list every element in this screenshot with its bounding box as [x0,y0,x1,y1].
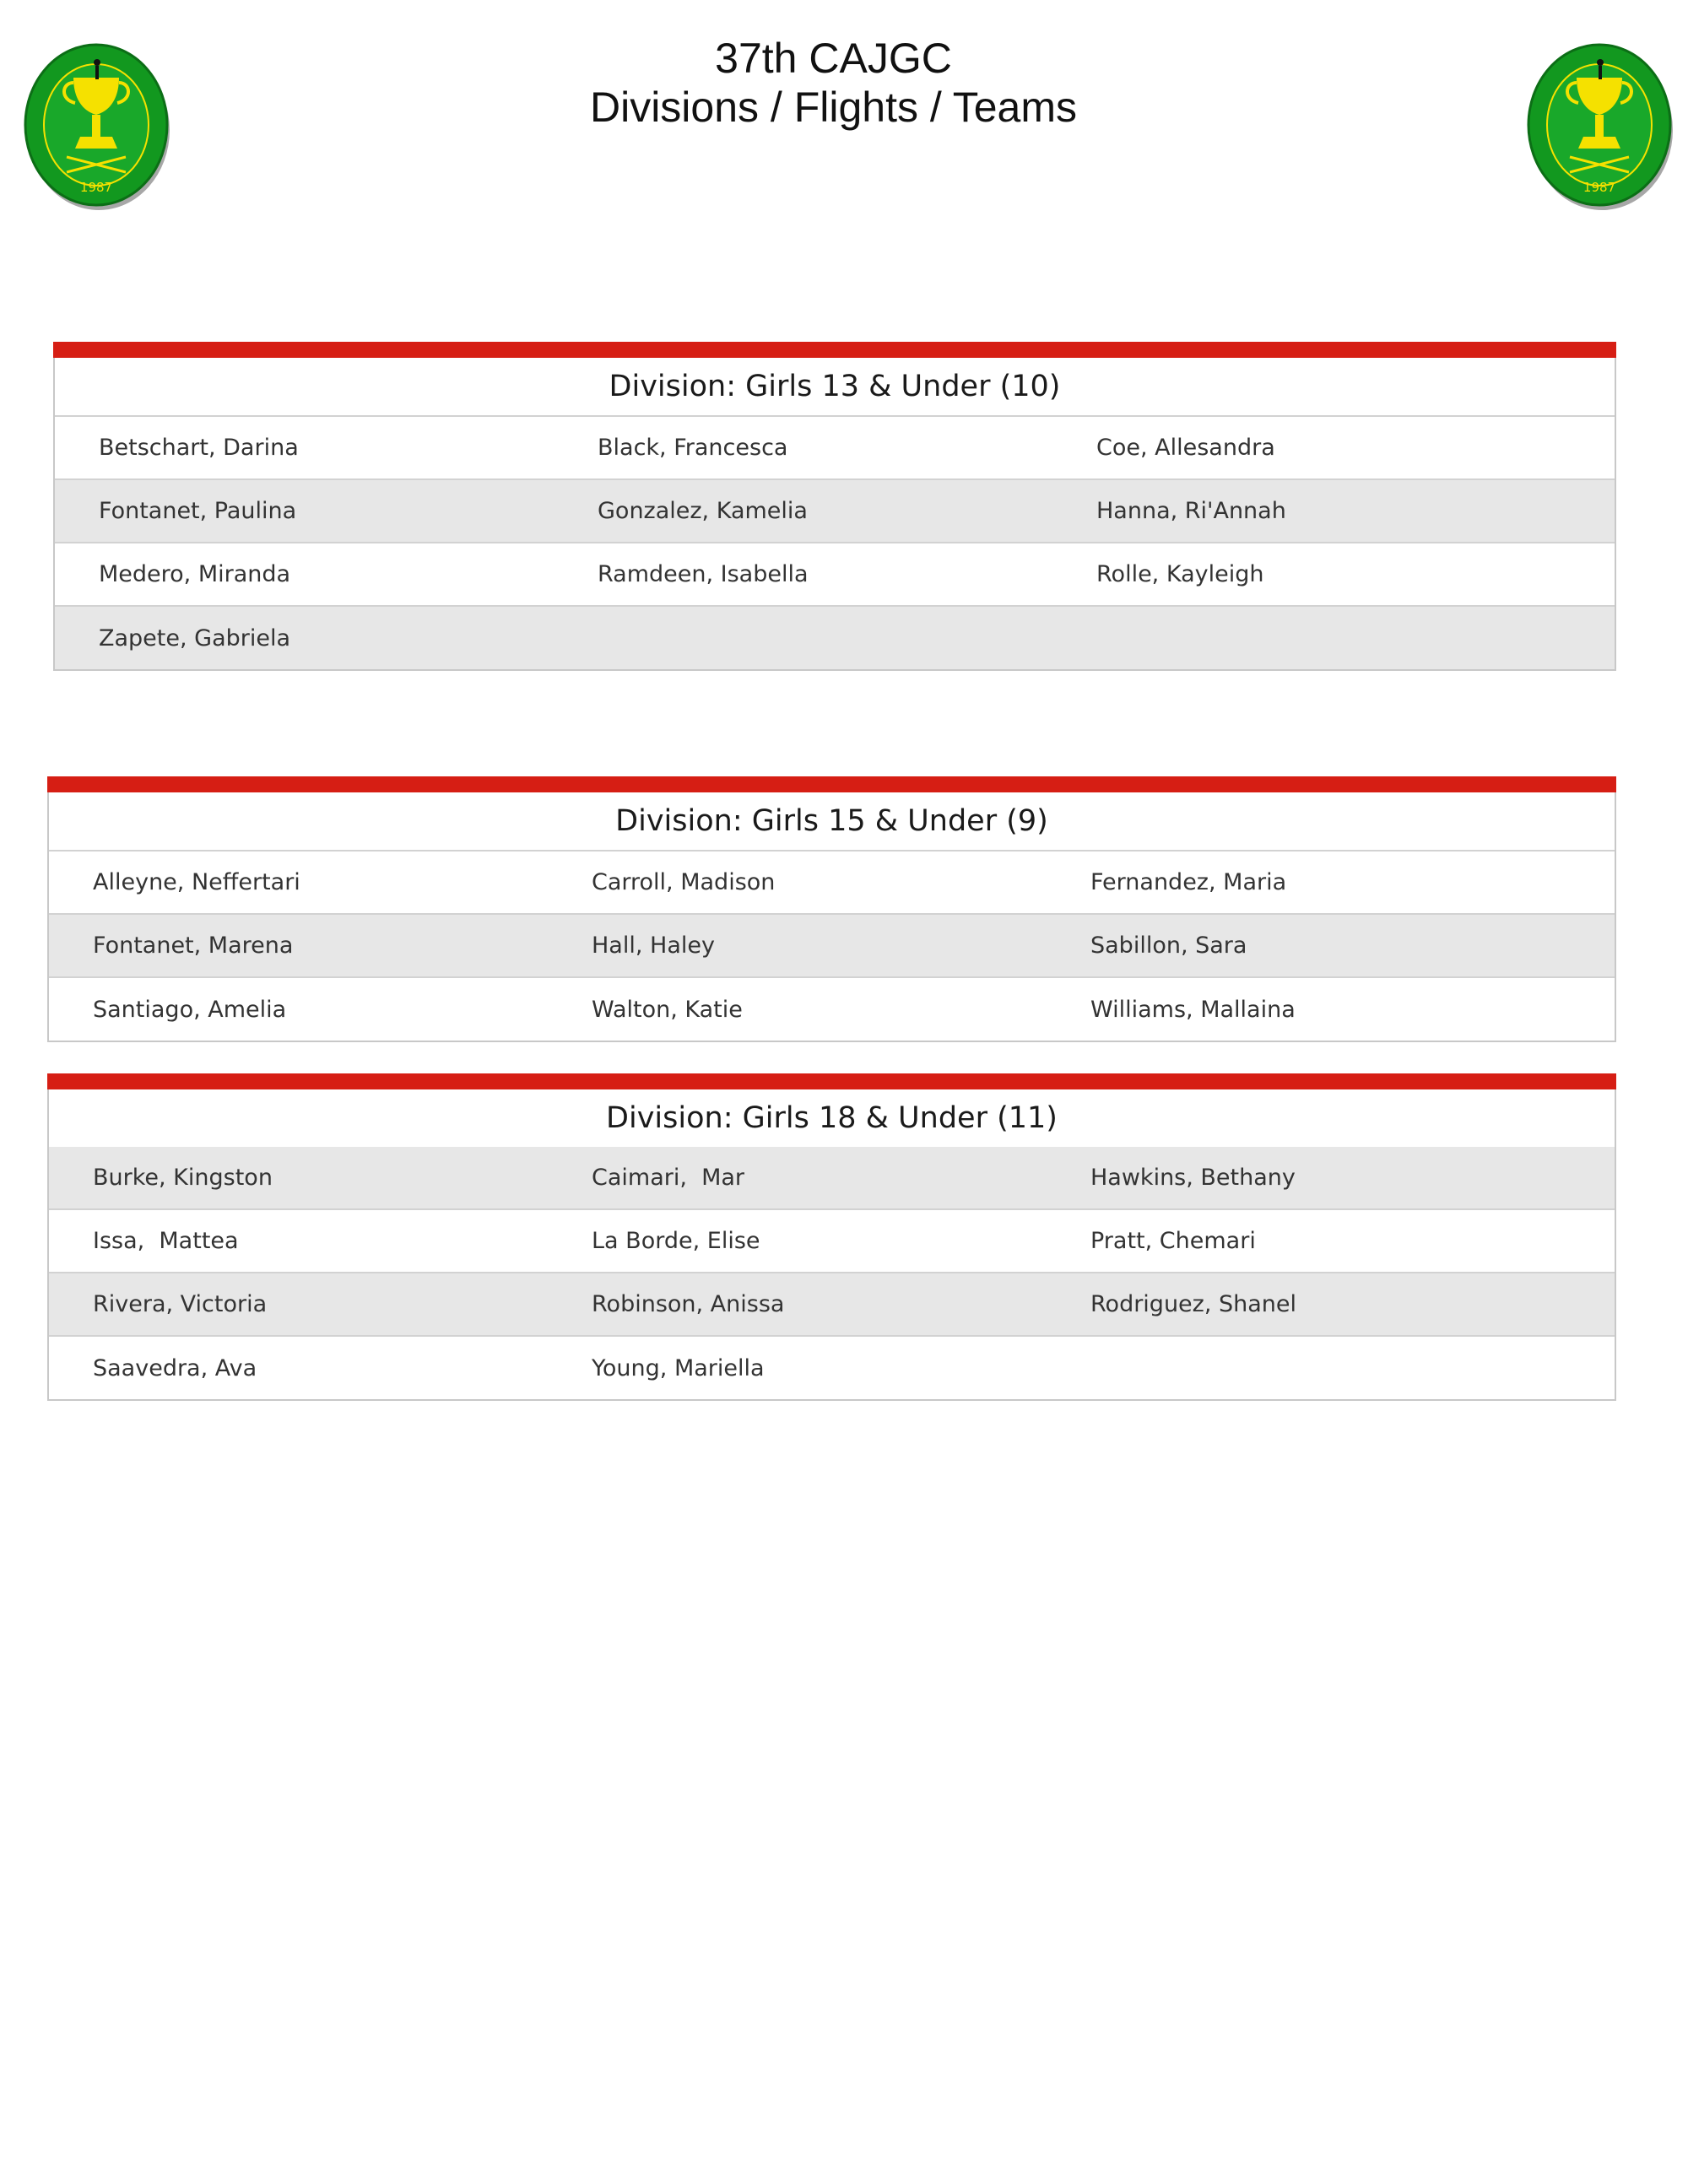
table-row [49,915,1615,978]
title-line-2: Divisions / Flights / Teams [589,84,1078,131]
table-row [49,851,1615,915]
player-name: Coe, Allesandra [1096,435,1275,461]
player-name: Burke, Kingston [93,1165,273,1191]
player-name: Ramdeen, Isabella [598,561,809,587]
division-title: Division: Girls 18 & Under (11) [606,1101,1058,1135]
player-name: Alleyne, Neffertari [93,869,300,895]
division-accent-bar [53,342,1616,358]
player-name: Rolle, Kayleigh [1096,561,1264,587]
svg-text:1987: 1987 [1582,180,1616,195]
player-name: Gonzalez, Kamelia [598,498,808,524]
player-name: Rivera, Victoria [93,1291,268,1317]
svg-text:1987: 1987 [79,180,113,195]
player-table [49,851,1615,1041]
player-table [49,1147,1615,1399]
division-title: Division: Girls 13 & Under (10) [55,358,1615,417]
table-row [49,978,1615,1041]
table-row [55,480,1615,543]
player-name: Hanna, Ri'Annah [1096,498,1286,524]
page-title [0,34,1667,132]
player-name: Black, Francesca [598,435,788,461]
player-name: Hawkins, Bethany [1090,1165,1296,1191]
player-name: Fontanet, Marena [93,933,294,959]
player-name: Pratt, Chemari [1090,1228,1256,1254]
player-name: Issa, Mattea [93,1228,239,1254]
table-row [55,417,1615,480]
division-girls-18-under [47,1073,1616,1401]
player-name: La Borde, Elise [592,1228,760,1254]
player-name: Hall, Haley [592,933,715,959]
player-name: Santiago, Amelia [93,996,287,1023]
table-row [49,1210,1615,1273]
player-name: Young, Mariella [592,1354,765,1381]
player-name: Caimari, Mar [592,1165,745,1191]
table-row [55,543,1615,607]
table-row [49,1147,1615,1210]
player-name: Fernandez, Maria [1090,869,1287,895]
player-name: Rodriguez, Shanel [1090,1291,1297,1317]
table-row [55,607,1615,669]
division-accent-bar [47,776,1616,792]
player-name: Zapete, Gabriela [99,624,291,651]
title-line-1: 37th CAJGC [715,35,952,82]
player-name: Williams, Mallaina [1090,996,1296,1023]
division-title: Division: Girls 15 & Under (9) [49,792,1615,851]
player-name: Saavedra, Ava [93,1354,257,1381]
player-name: Robinson, Anissa [592,1291,785,1317]
division-girls-13-under [53,342,1616,671]
table-row [49,1273,1615,1337]
player-name: Medero, Miranda [99,561,291,587]
division-girls-15-under [47,776,1616,1042]
division-accent-bar [47,1073,1616,1089]
player-name: Betschart, Darina [99,435,299,461]
player-name: Walton, Katie [592,996,743,1023]
table-row [49,1337,1615,1399]
player-name: Sabillon, Sara [1090,933,1247,959]
player-name: Carroll, Madison [592,869,776,895]
player-name: Fontanet, Paulina [99,498,297,524]
player-table [55,417,1615,669]
